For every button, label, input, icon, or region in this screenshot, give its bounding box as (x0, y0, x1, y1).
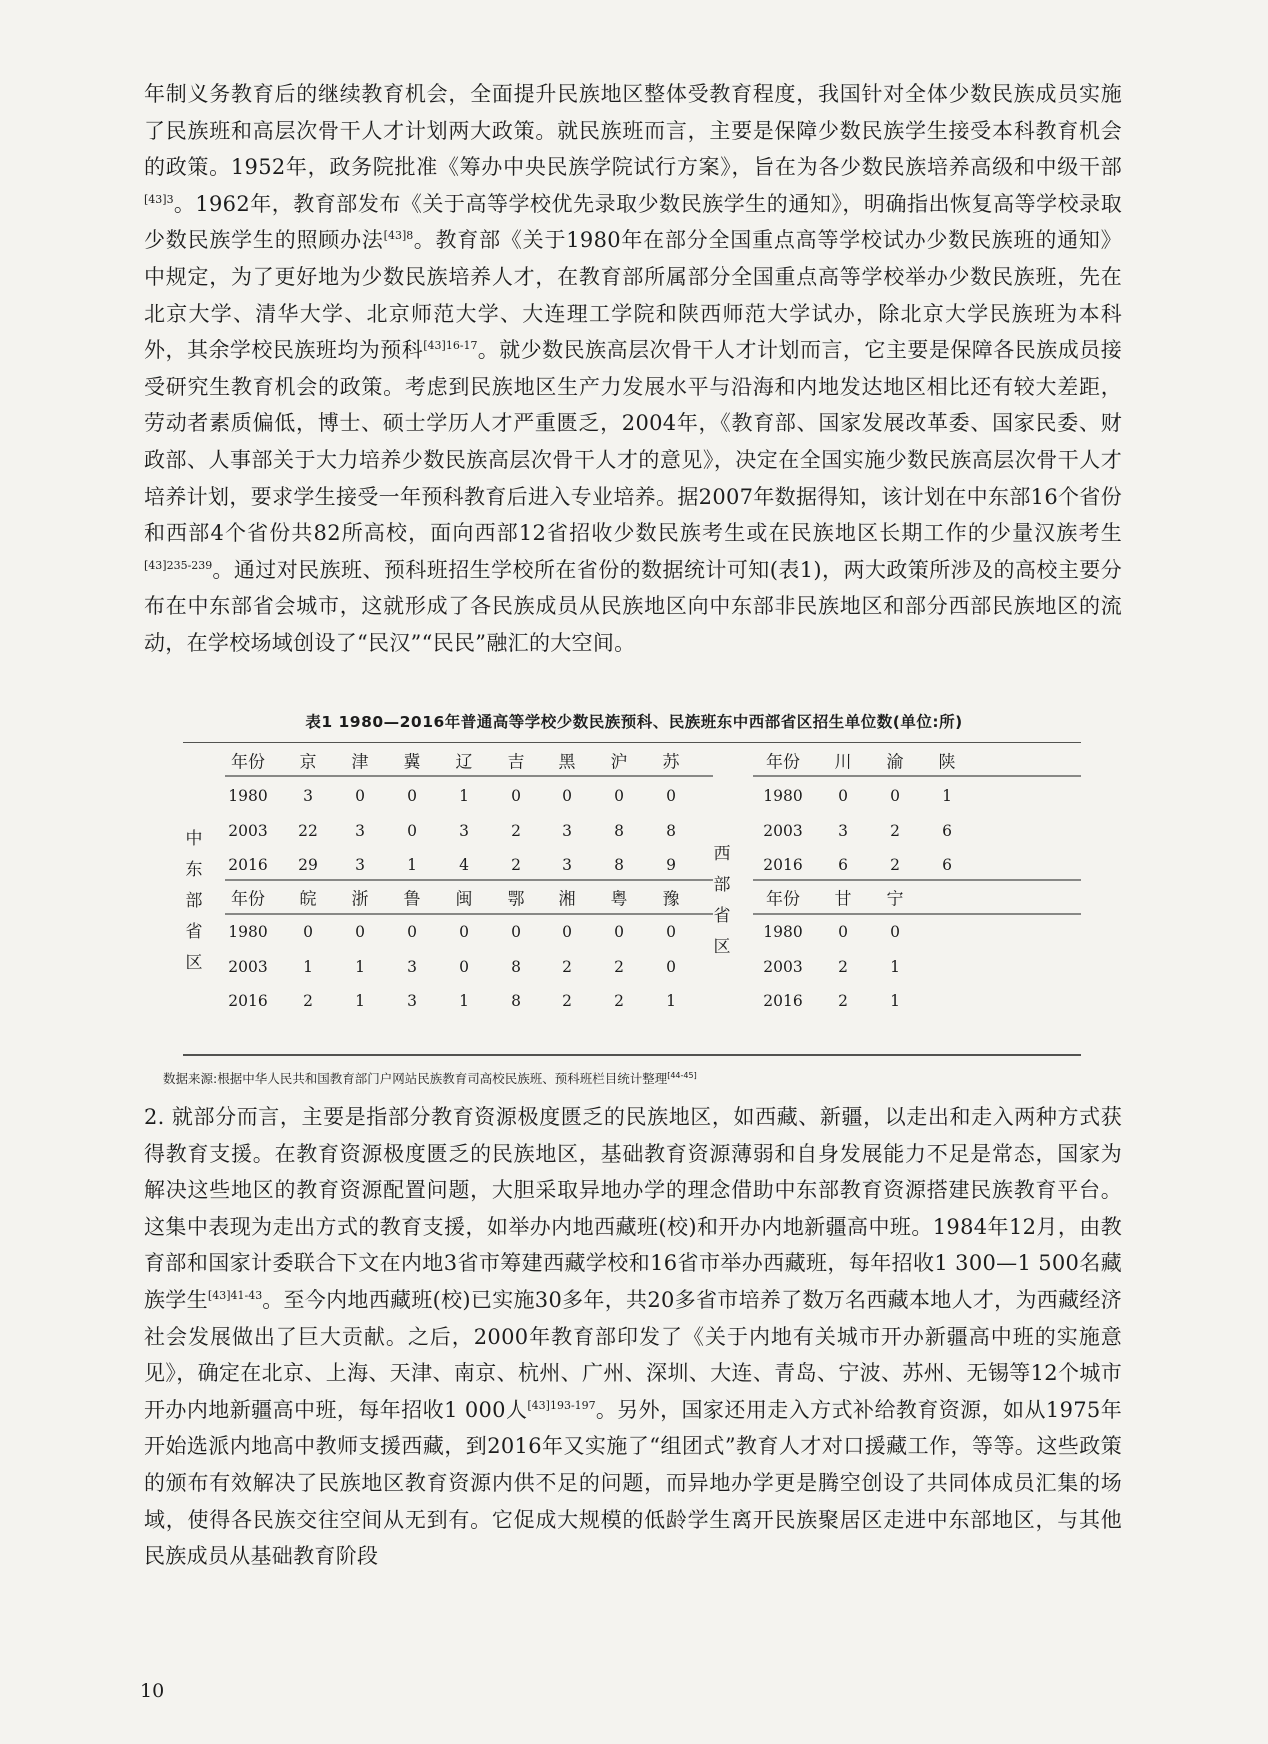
table-cell: 2003 (763, 958, 803, 976)
table-cell: 0 (838, 923, 848, 941)
table-cell: 2 (511, 822, 521, 840)
table-header-cell: 沪 (610, 752, 628, 773)
table-header-cell: 皖 (299, 889, 317, 910)
table-header-cell: 年份 (766, 889, 800, 910)
text-run: 年制义务教育后的继续教育机会，全面提升民族地区整体受教育程度，我国针对全体少数民族成员实施了民族班和高层次骨干人才计划两大政策。就民族班而言，主要是保障少数民族学生接受本科教育机会的政策。1952年，政务院批准《筹办中央民族学院试行方案》，旨在为各少数民族培养高级和中级干部 (144, 82, 1122, 180)
table-caption: 表1 1980—2016年普通高等学校少数民族预科、民族班东中西部省区招生单位数(单位:所) (305, 713, 963, 731)
table-header-cell: 宁 (886, 889, 904, 910)
text-run: 。另外，国家还用走入方式补给教育资源，如从1975年开始选派内地高中教师支援西藏，到2016年又实施了“组团式”教育人才对口援藏工作，等等。这些政策的颁布有效解决了民族地区教育资源内供不足的问题，而异地办学更是腾空创设了共同体成员汇集的场域，使得各民族交往空间从无到有。它促成大规模的低龄学生离开民族聚居区走进中东部地区，与其他民族成员从基础教育阶段 (144, 1397, 1122, 1569)
table-header-cell: 甘 (834, 889, 852, 910)
table-cell: 0 (511, 923, 521, 941)
table-header-cell: 鄂 (507, 889, 525, 910)
table-cell: 2003 (228, 822, 268, 840)
text-run: 。通过对民族班、预科班招生学校所在省份的数据统计可知(表1)，两大政策所涉及的高校主要分布在中东部省会城市，这就形成了各民族成员从民族地区向中东部非民族地区和部分西部民族地区的流动，在学校场域创设了“民汉”“民民”融汇的大空间。 (144, 557, 1122, 655)
table-cell: 1 (355, 992, 365, 1010)
table-cell: 1 (355, 958, 365, 976)
table-cell: 8 (614, 822, 624, 840)
table-cell: 0 (355, 787, 365, 805)
table-header-cell: 川 (834, 752, 852, 773)
table-header-cell: 年份 (766, 752, 800, 773)
table-cell: 0 (407, 923, 417, 941)
source-text: 数据来源:根据中华人民共和国教育部门户网站民族教育司高校民族班、预科班栏目统计整理 (163, 1071, 668, 1086)
table-cell: 3 (562, 856, 572, 874)
table-header-cell: 豫 (662, 889, 680, 910)
table-header-cell: 粤 (610, 889, 628, 910)
table-cell: 2 (838, 992, 848, 1010)
table-cell: 6 (838, 856, 848, 874)
table-cell: 3 (838, 822, 848, 840)
table-cell: 8 (511, 958, 521, 976)
table-cell: 0 (459, 958, 469, 976)
text-run: 。至今内地西藏班(校)已实施30多年，共20多省市培养了数万名西藏本地人才，为西藏经济社会发展做出了巨大贡献。之后，2000年教育部印发了《关于内地有关城市开办新疆高中班的实施意见》，确定在北京、上海、天津、南京、杭州、广州、深圳、大连、青岛、宁波、苏州、无锡等12个城市开办内地新疆高中班，每年招收1 000人 (144, 1287, 1122, 1422)
table-cell: 1980 (763, 923, 803, 941)
table-cell: 3 (303, 787, 313, 805)
table-cell: 29 (298, 856, 318, 874)
table-cell: 3 (562, 822, 572, 840)
table-cell: 1 (890, 992, 900, 1010)
table-header-cell: 吉 (507, 752, 525, 773)
text-run: 。1962年，教育部发布《关于高等学校优先录取少数民族学生的通知》，明确指出恢复高等学校录取少数民族学生的照顾办法 (144, 191, 1122, 253)
table-header-cell: 渝 (886, 752, 904, 773)
page-number: 10 (140, 1680, 165, 1702)
table-header-cell: 年份 (231, 889, 265, 910)
table-cell: 1 (666, 992, 676, 1010)
table-cell: 0 (407, 822, 417, 840)
table-cell: 2 (838, 958, 848, 976)
table-cell: 3 (355, 822, 365, 840)
table-cell: 1980 (228, 787, 268, 805)
table-cell: 8 (614, 856, 624, 874)
table-source-note (163, 1069, 697, 1087)
table-header-cell: 闽 (455, 889, 473, 910)
table-cell: 0 (562, 923, 572, 941)
table-header-cell: 冀 (403, 752, 421, 773)
region-label-west: 西 部 省 区 (713, 844, 731, 957)
table-cell: 3 (459, 822, 469, 840)
table-cell: 4 (459, 856, 469, 874)
data-table (183, 742, 1081, 1056)
citation-marker: [43]41-43 (207, 1288, 263, 1302)
table-cell: 2016 (763, 856, 803, 874)
table-cell: 2 (303, 992, 313, 1010)
table-header-cell: 津 (351, 752, 369, 773)
table-cell: 1 (890, 958, 900, 976)
citation-marker: [43]193-197 (527, 1398, 596, 1412)
table-cell: 2 (890, 822, 900, 840)
table-cell: 2 (614, 958, 624, 976)
text-run: 。教育部《关于1980年在部分全国重点高等学校试办少数民族班的通知》中规定，为了更好地为少数民族培养人才，在教育部所属部分全国重点高等学校举办少数民族班，先在北京大学、清华大学、北京师范大学、大连理工学院和陕西师范大学试办，除北京大学民族班为本科外，其余学校民族班均为预科 (144, 228, 1122, 363)
citation-marker: [43]8 (383, 229, 414, 243)
table-cell: 2 (562, 958, 572, 976)
table-cell: 0 (355, 923, 365, 941)
table-cell: 0 (614, 787, 624, 805)
table-header-cell: 鲁 (403, 889, 421, 910)
table-header-cell: 苏 (662, 752, 680, 773)
table-cell: 0 (838, 787, 848, 805)
table-cell: 0 (407, 787, 417, 805)
table-header-cell: 辽 (455, 752, 473, 773)
table-cell: 2003 (228, 958, 268, 976)
table-cell: 8 (666, 822, 676, 840)
table-cell: 2 (511, 856, 521, 874)
table-cell: 0 (890, 787, 900, 805)
table-cell: 0 (666, 787, 676, 805)
table-cell: 1 (459, 992, 469, 1010)
citation-marker: [43]235-239 (144, 558, 213, 572)
table-cell: 0 (614, 923, 624, 941)
table-cell: 0 (666, 923, 676, 941)
table-cell: 0 (511, 787, 521, 805)
table-cell: 1 (303, 958, 313, 976)
table-cell: 22 (298, 822, 318, 840)
table-cell: 2016 (228, 856, 268, 874)
table-cell: 0 (890, 923, 900, 941)
table-cell: 0 (666, 958, 676, 976)
table-cell: 6 (942, 822, 952, 840)
text-run: 。就少数民族高层次骨干人才计划而言，它主要是保障各民族成员接受研究生教育机会的政策。考虑到民族地区生产力发展水平与沿海和内地发达地区相比还有较大差距，劳动者素质偏低，博士、硕士学历人才严重匮乏，2004年，《教育部、国家发展改革委、国家民委、财政部、人事部关于大力培养少数民族高层次骨干人才的意见》，决定在全国实施少数民族高层次骨干人才培养计划，要求学生接受一年预科教育后进入专业培养。据2007年数据得知，该计划在中东部16个省份和西部4个省份共82所高校，面向西部12省招收少数民族考生或在民族地区长期工作的少量汉族考生 (144, 338, 1122, 546)
table-cell: 9 (666, 856, 676, 874)
table-cell: 2016 (228, 992, 268, 1010)
source-ref: [44-45] (667, 1070, 697, 1080)
table-cell: 2016 (763, 992, 803, 1010)
table-cell: 8 (511, 992, 521, 1010)
table-header-cell: 陕 (938, 752, 956, 773)
table-cell: 2003 (763, 822, 803, 840)
table-cell: 3 (407, 992, 417, 1010)
table-cell: 2 (890, 856, 900, 874)
table-cell: 0 (459, 923, 469, 941)
table-cell: 2 (614, 992, 624, 1010)
table-header-cell: 黑 (558, 752, 576, 773)
table-cell: 1 (942, 787, 952, 805)
table-cell: 3 (407, 958, 417, 976)
table-cell: 6 (942, 856, 952, 874)
citation-marker: [43]16-17 (423, 339, 478, 353)
table-cell: 3 (355, 856, 365, 874)
citation-marker: [43]3 (144, 192, 174, 206)
table-header-cell: 京 (299, 752, 317, 773)
table-cell: 0 (303, 923, 313, 941)
table-cell: 1980 (763, 787, 803, 805)
body-paragraph-2 (144, 1099, 1122, 1575)
text-run: 2. 就部分而言，主要是指部分教育资源极度匮乏的民族地区，如西藏、新疆，以走出和走入两种方式获得教育支援。在教育资源极度匮乏的民族地区，基础教育资源薄弱和自身发展能力不足是常态，国家为解决这些地区的教育资源配置问题，大胆采取异地办学的理念借助中东部教育资源搭建民族教育平台。这集中表现为走出方式的教育支援，如举办内地西藏班(校)和开办内地新疆高中班。1984年12月，由教育部和国家计委联合下文在内地3省市筹建西藏学校和16省市举办西藏班，每年招收1 300—1 500名藏族学生 (144, 1105, 1122, 1312)
table-cell: 2 (562, 992, 572, 1010)
table-header-cell: 湘 (558, 889, 576, 910)
body-paragraph-1 (144, 76, 1122, 662)
table-cell: 1 (407, 856, 417, 874)
table-header-cell: 年份 (231, 752, 265, 773)
table-cell: 0 (562, 787, 572, 805)
table-header-cell: 浙 (351, 889, 369, 910)
table-cell: 1980 (228, 923, 268, 941)
region-label-east: 中 东 部 省 区 (185, 828, 203, 973)
table-cell: 1 (459, 787, 469, 805)
